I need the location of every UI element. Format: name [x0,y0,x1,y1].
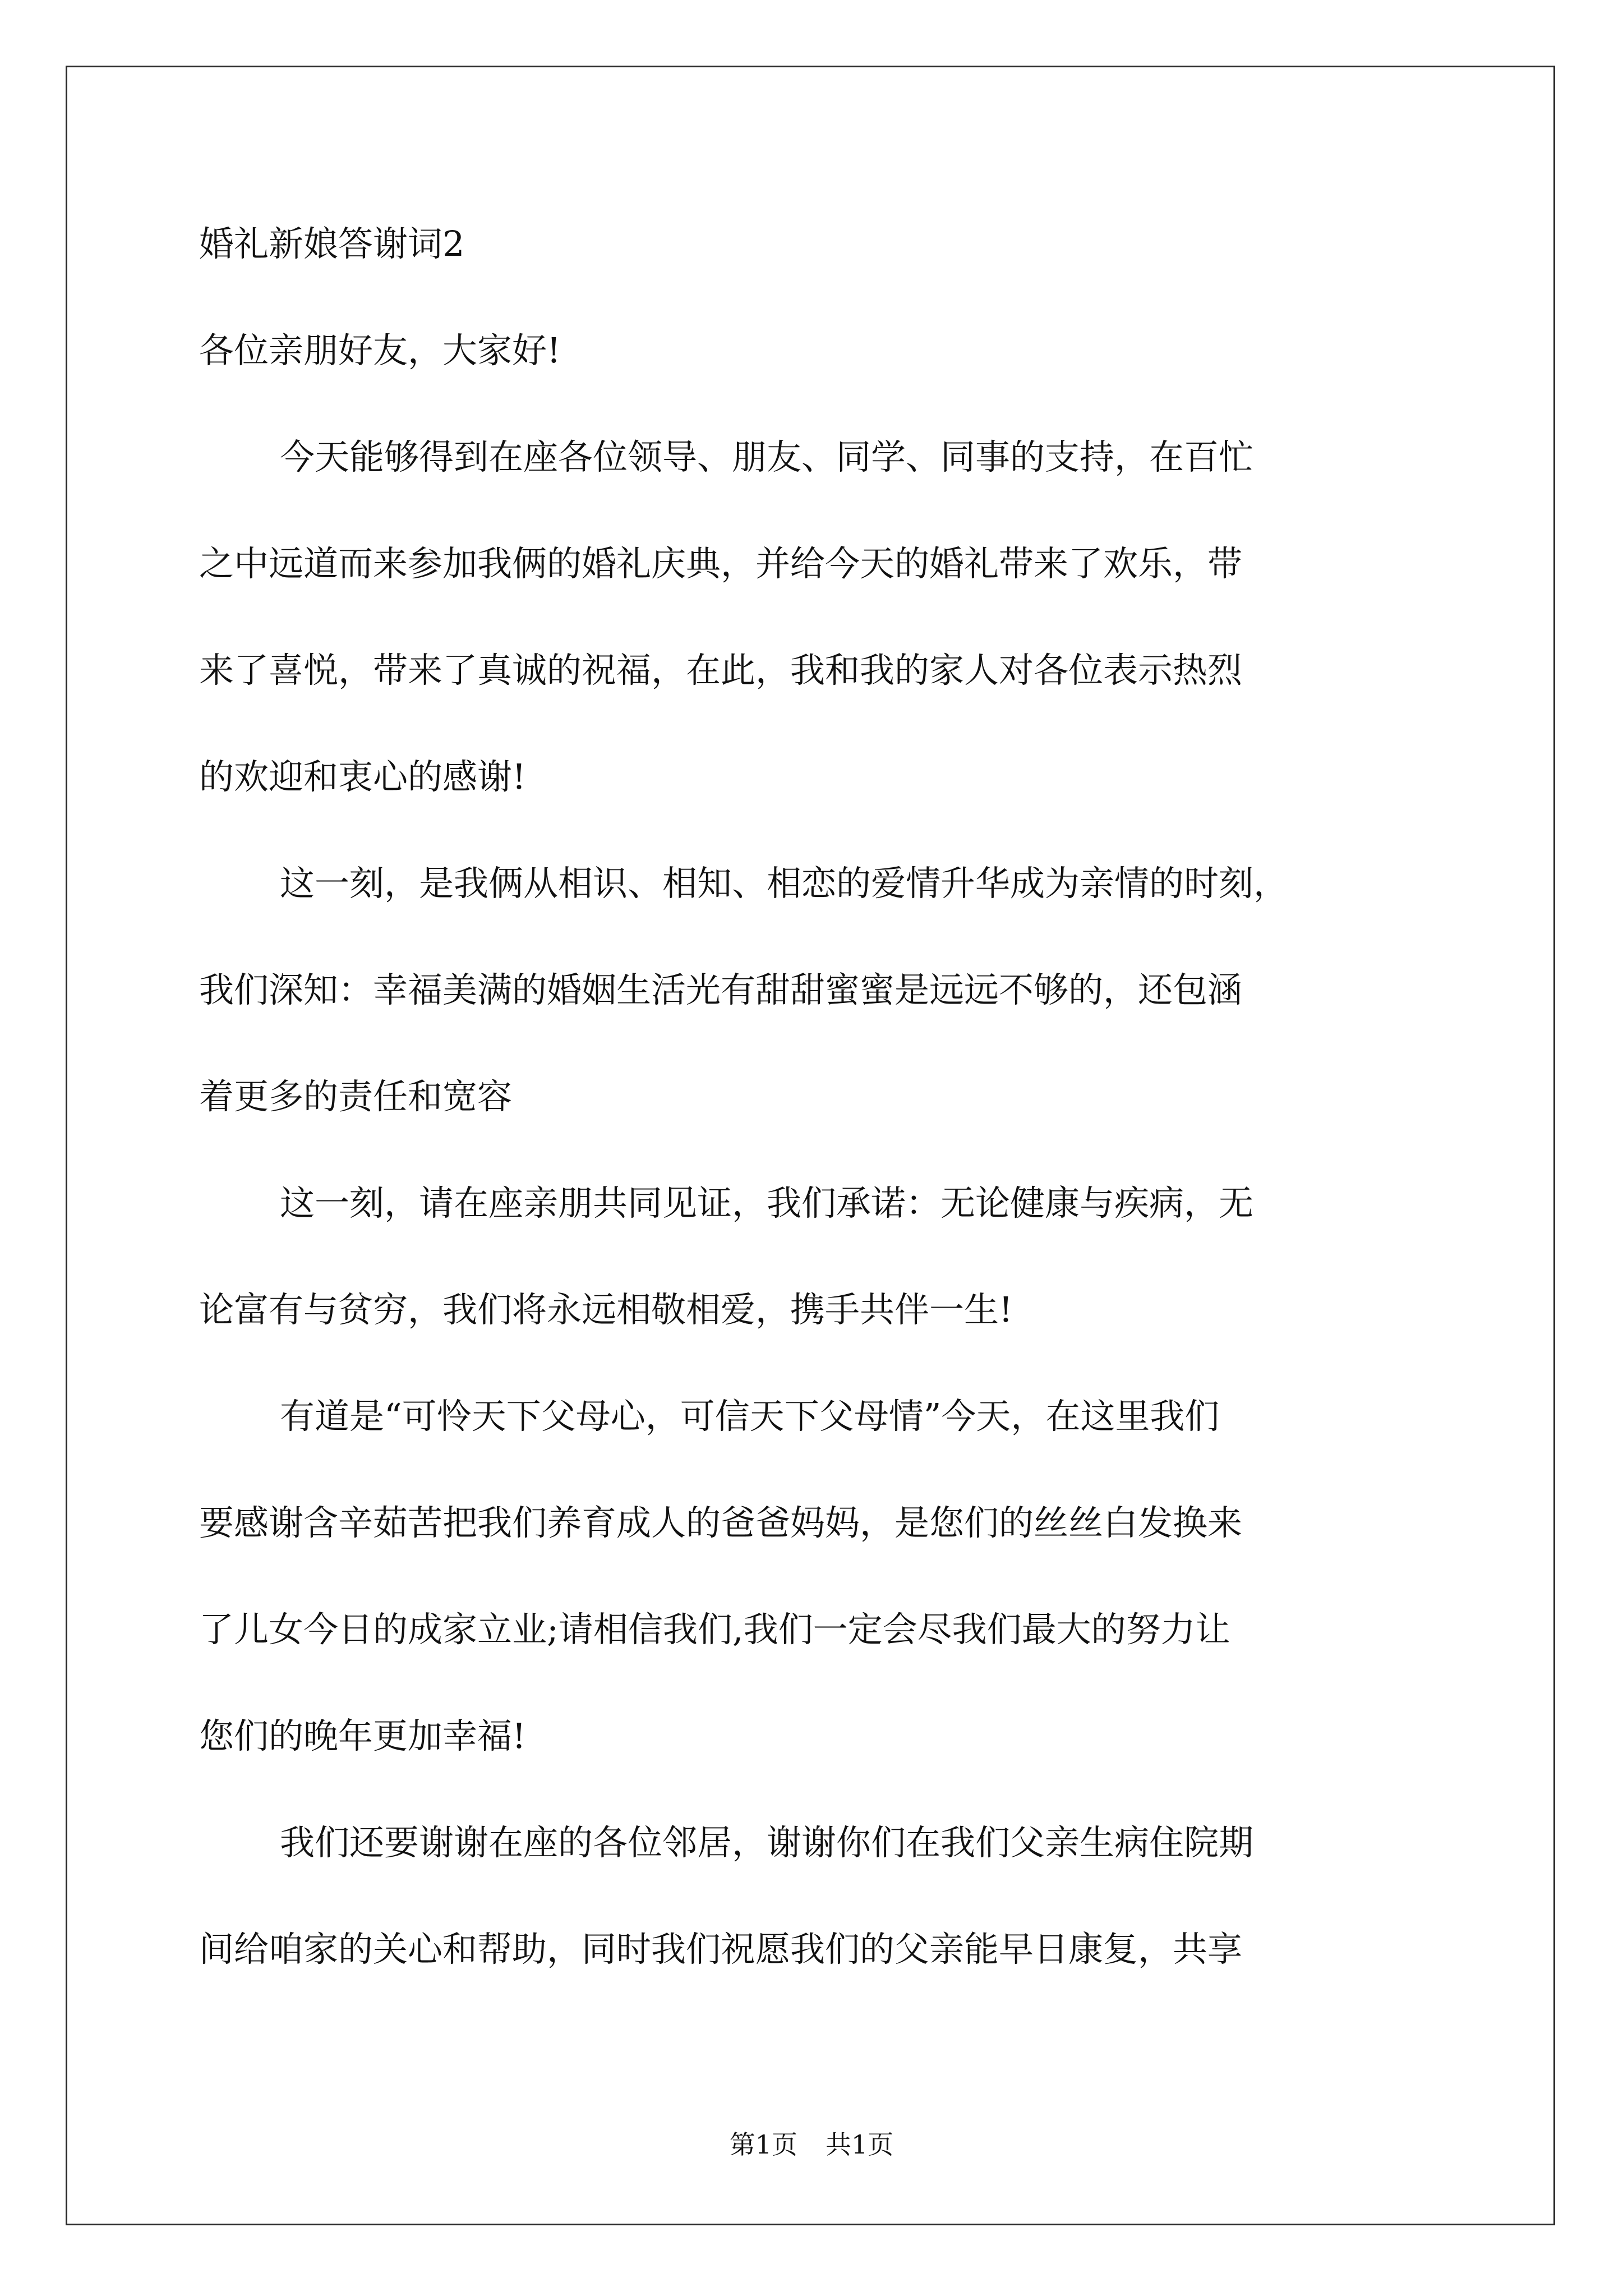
page-count: 共1页 [826,2129,894,2160]
paragraph-line: 了儿女今日的成家立业;请相信我们,我们一定会尽我们最大的努力让 [199,1609,1230,1650]
paragraph-5 [199,1820,1433,1972]
paragraph-line: 要感谢含辛茹苦把我们养育成人的爸爸妈妈，是您们的丝丝白发换来 [199,1502,1243,1543]
page-footer [0,2129,1623,2160]
document-title: 婚礼新娘答谢词2 [199,223,465,264]
paragraph-line: 的欢迎和衷心的感谢! [199,756,526,797]
paragraph-line: 着更多的责任和宽容 [199,1076,513,1117]
paragraph-line: 有道是“可怜天下父母心，可信天下父母情”今天，在这里我们 [280,1396,1220,1437]
paragraph-line: 您们的晚年更加幸福! [199,1715,526,1756]
paragraph-line: 之中远道而来参加我俩的婚礼庆典，并给今天的婚礼带来了欢乐，带 [199,543,1243,584]
paragraph-line: 这一刻，是我俩从相识、相知、相恋的爱情升华成为亲情的时刻， [280,863,1289,904]
paragraph-line: 我们还要谢谢在座的各位邻居，谢谢你们在我们父亲生病住院期 [280,1822,1254,1863]
paragraph-line: 我们深知：幸福美满的婚姻生活光有甜甜蜜蜜是远远不够的，还包涵 [199,969,1243,1010]
paragraph-line: 间给咱家的关心和帮助，同时我们祝愿我们的父亲能早日康复，共享 [199,1929,1243,1970]
paragraph-1 [199,435,1433,799]
paragraph-line: 论富有与贫穷，我们将永远相敬相爱，携手共伴一生! [199,1289,1013,1330]
document-body [199,222,1433,2033]
paragraph-line: 来了喜悦，带来了真诚的祝福，在此，我和我的家人对各位表示热烈 [199,650,1243,691]
paragraph-line: 这一刻，请在座亲朋共同见证，我们承诺：无论健康与疾病，无 [280,1182,1254,1223]
paragraph-2 [199,861,1433,1119]
paragraph-3 [199,1181,1433,1332]
paragraph-line: 今天能够得到在座各位领导、朋友、同学、同事的支持，在百忙 [280,436,1254,477]
salutation: 各位亲朋好友，大家好! [199,330,561,371]
page-number: 第1页 [729,2129,797,2160]
paragraph-4 [199,1394,1433,1759]
